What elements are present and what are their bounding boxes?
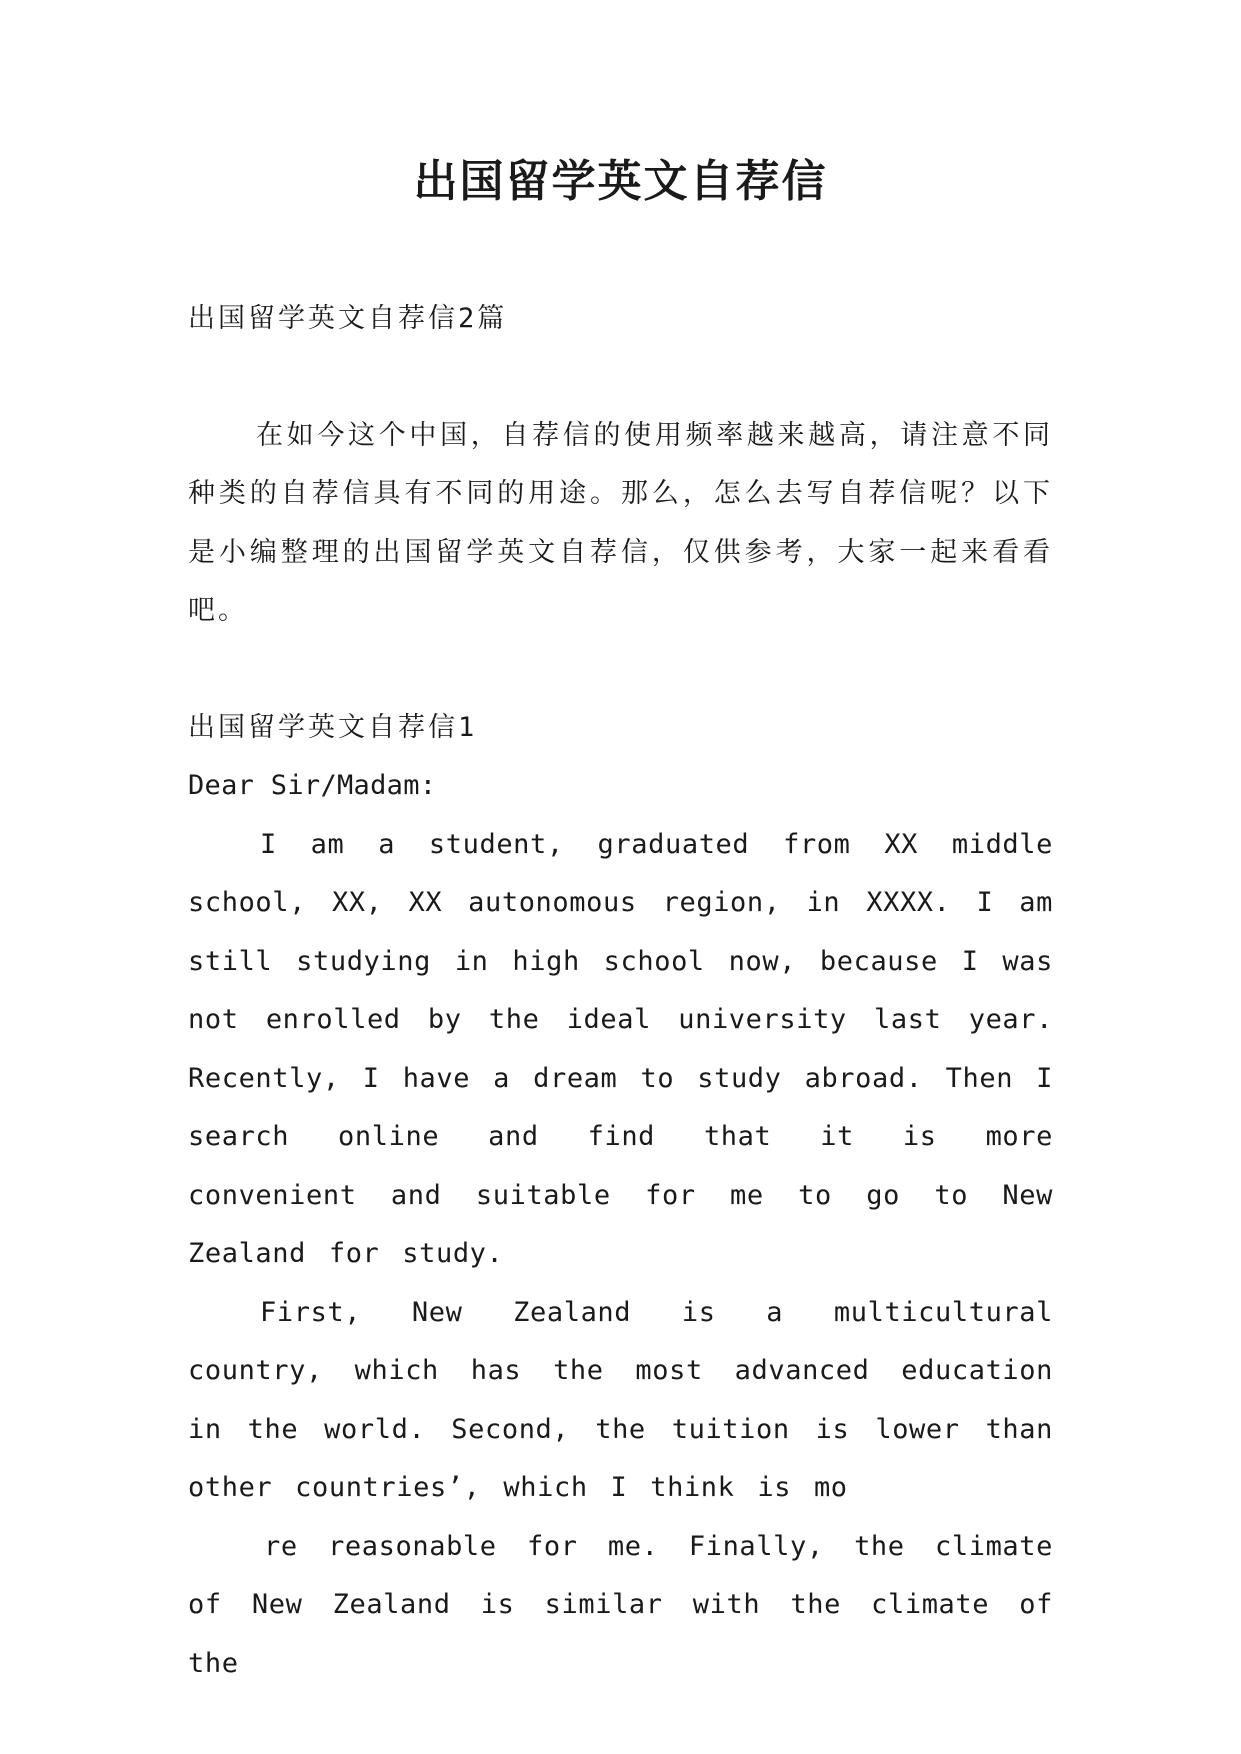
letter-paragraph-3: re reasonable for me. Finally, the climate of New Zealand is similar with the climate of the — [188, 1530, 1053, 1679]
document-title: 出国留学英文自荐信 — [413, 156, 828, 207]
letter-paragraph-1: I am a student, graduated from XX middle school, XX, XX autonomous region, in XXXX. I am still studying in high school now, because I was not enrolled by the ideal university last year. Recently, I have a dream to study abroad. Then I search online and find that it is more convenient and suitable for me to go to New Zealand for study. — [188, 828, 1053, 1269]
intro-paragraph: 在如今这个中国，自荐信的使用频率越来越高，请注意不同种类的自荐信具有不同的用途。那么，怎么去写自荐信呢？以下是小编整理的出国留学英文自荐信，仅供参考，大家一起来看看吧。 — [188, 419, 1053, 626]
letter-paragraph-2: First, New Zealand is a multicultural country, which has the most advanced education in the world. Second, the tuition is lower than other countries’, which I think is mo — [188, 1296, 1053, 1503]
document-subtitle: 出国留学英文自荐信2篇 — [188, 303, 508, 334]
salutation: Dear Sir/Madam: — [188, 770, 437, 801]
section-heading: 出国留学英文自荐信1 — [188, 711, 478, 743]
document-body — [188, 290, 1053, 1693]
